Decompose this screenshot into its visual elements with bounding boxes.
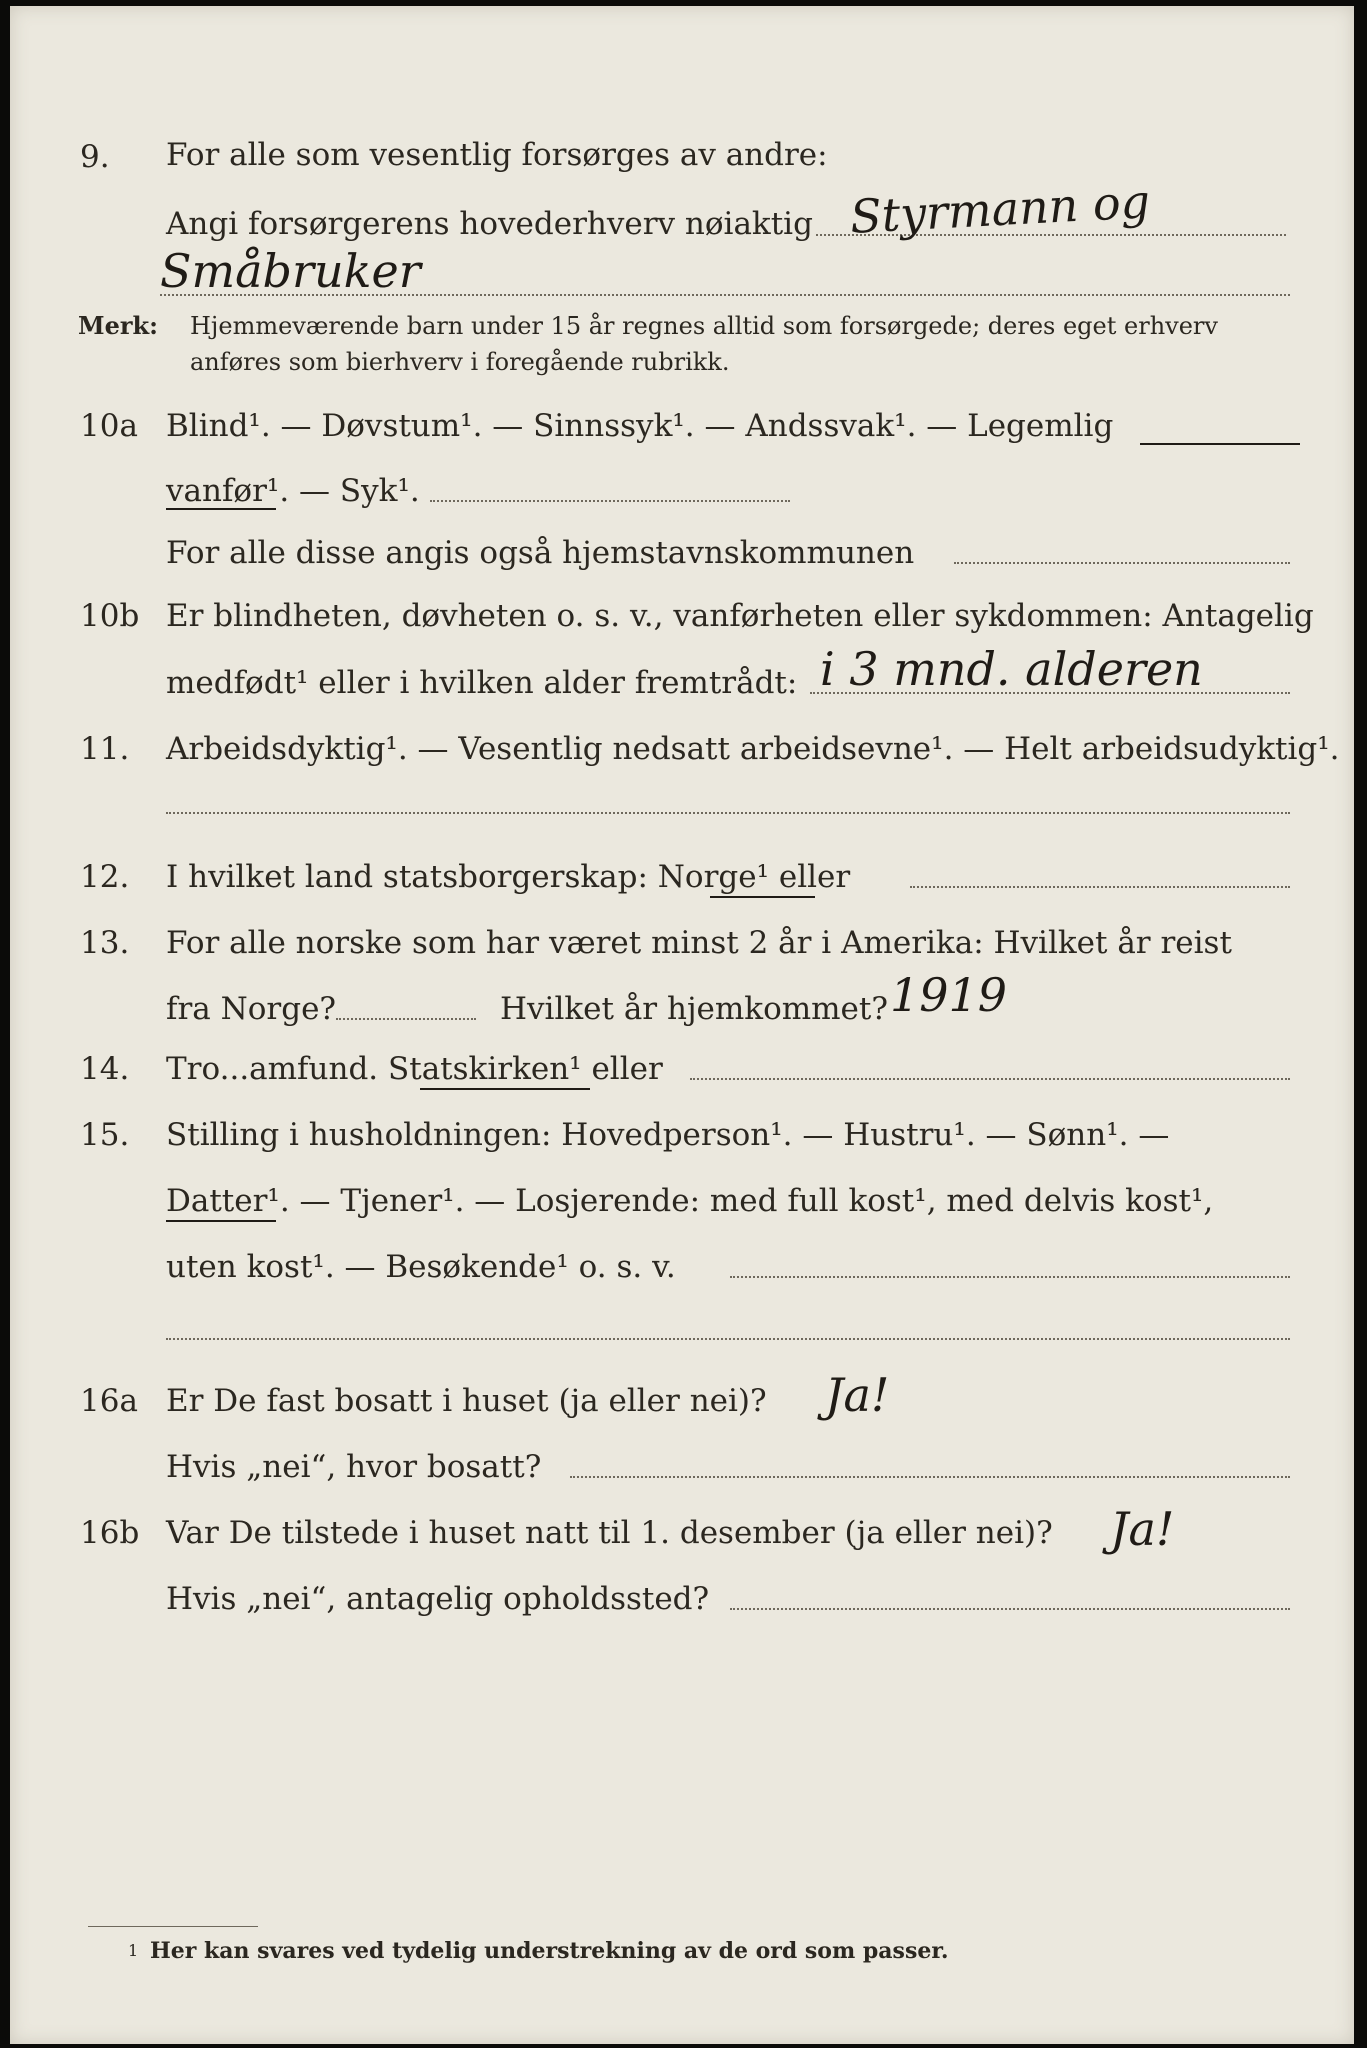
footnote-mark: 1 — [128, 1941, 139, 1960]
q11-number: 11. — [80, 731, 130, 767]
q10a-line1: Blind¹. — Døvstum¹. — Sinnssyk¹. — Andssvak¹. — Legemlig — [166, 408, 1114, 444]
q16a-line1: Er De fast bosatt i huset (ja eller nei)? — [166, 1383, 767, 1419]
q16a-line2: Hvis „nei“, hvor bosatt? — [166, 1449, 542, 1485]
q10a-number: 10a — [80, 408, 138, 444]
q16b-line2: Hvis „nei“, antagelig opholdssted? — [166, 1581, 710, 1617]
q10a-answer-line — [430, 500, 790, 502]
q13-handwritten-answer: 1919 — [890, 968, 1008, 1022]
merk-line2: anføres som bierhverv i foregående rubrikk. — [190, 348, 730, 376]
q12-number: 12. — [80, 859, 130, 895]
q10a-underline-legemlig — [1140, 443, 1300, 445]
q13-number: 13. — [80, 925, 130, 961]
q15-answer-line — [730, 1276, 1290, 1278]
q16b-handwritten-answer: Ja! — [1110, 1502, 1175, 1556]
footnote-rule — [88, 1926, 258, 1927]
q11-answer-line — [166, 812, 1290, 814]
q14-underline-statskirken — [420, 1088, 590, 1090]
q16a-answer-line — [570, 1476, 1290, 1478]
q15-number: 15. — [80, 1117, 130, 1153]
q10b-line1: Er blindheten, døvheten o. s. v., vanførheten eller sykdommen: Antagelig — [166, 598, 1314, 634]
q10a-underline-vanfor — [166, 508, 276, 510]
q13-line2a: fra Norge? — [166, 991, 337, 1027]
q13-reist-line — [336, 1018, 476, 1020]
q10b-line2: medfødt¹ eller i hvilken alder fremtrådt: — [166, 665, 798, 701]
q16b-line1: Var De tilstede i huset natt til 1. desember (ja eller nei)? — [166, 1515, 1053, 1551]
q10b-number: 10b — [80, 598, 140, 634]
q16a-handwritten-answer: Ja! — [825, 1368, 890, 1422]
q11-line1: Arbeidsdyktig¹. — Vesentlig nedsatt arbeidsevne¹. — Helt arbeidsudyktig¹. — [166, 731, 1340, 767]
q10b-handwritten-answer: i 3 mnd. alderen — [820, 642, 1203, 696]
q14-number: 14. — [80, 1051, 130, 1087]
q10a-hjemstavn-line — [954, 562, 1290, 564]
q14-line1: Tro...amfund. Statskirken¹ eller — [166, 1051, 663, 1087]
q13-line2b: Hvilket år hjemkommet? — [500, 991, 888, 1027]
q9-number: 9. — [80, 139, 110, 175]
q9-handwritten-answer1: Styrmann og — [848, 174, 1152, 244]
q15-line2: Datter¹. — Tjener¹. — Losjerende: med full kost¹, med delvis kost¹, — [166, 1183, 1214, 1219]
q15-line3: uten kost¹. — Besøkende¹ o. s. v. — [166, 1249, 676, 1285]
q15-underline-datter — [166, 1220, 276, 1222]
q12-answer-line — [910, 886, 1290, 888]
merk-line1: Hjemmeværende barn under 15 år regnes alltid som forsørgede; deres eget erhverv — [190, 312, 1218, 340]
q10a-line2: vanfør¹. — Syk¹. — [166, 473, 420, 509]
q16b-answer-line — [730, 1608, 1290, 1610]
q16a-number: 16a — [80, 1383, 138, 1419]
footnote-text: Her kan svares ved tydelig understrekning av de ord som passer. — [150, 1938, 949, 1964]
q15-line1: Stilling i husholdningen: Hovedperson¹. — Hustru¹. — Sønn¹. — — [166, 1117, 1170, 1153]
q14-answer-line — [690, 1078, 1290, 1080]
merk-label: Merk: — [78, 311, 158, 340]
census-form-page — [10, 6, 1354, 2044]
q13-line1: For alle norske som har været minst 2 år i Amerika: Hvilket år reist — [166, 925, 1232, 961]
q9-line1: For alle som vesentlig forsørges av andre: — [166, 137, 828, 173]
q12-underline-norge — [710, 896, 815, 898]
q9-handwritten-answer2: Småbruker — [160, 244, 421, 298]
q16b-number: 16b — [80, 1515, 140, 1551]
q9-line2: Angi forsørgerens hovederhverv nøiaktig — [166, 206, 813, 242]
q10a-line3: For alle disse angis også hjemstavnskommunen — [166, 535, 915, 571]
q12-line1: I hvilket land statsborgerskap: Norge¹ eller — [166, 859, 851, 895]
q15-answer-line2 — [166, 1338, 1290, 1340]
